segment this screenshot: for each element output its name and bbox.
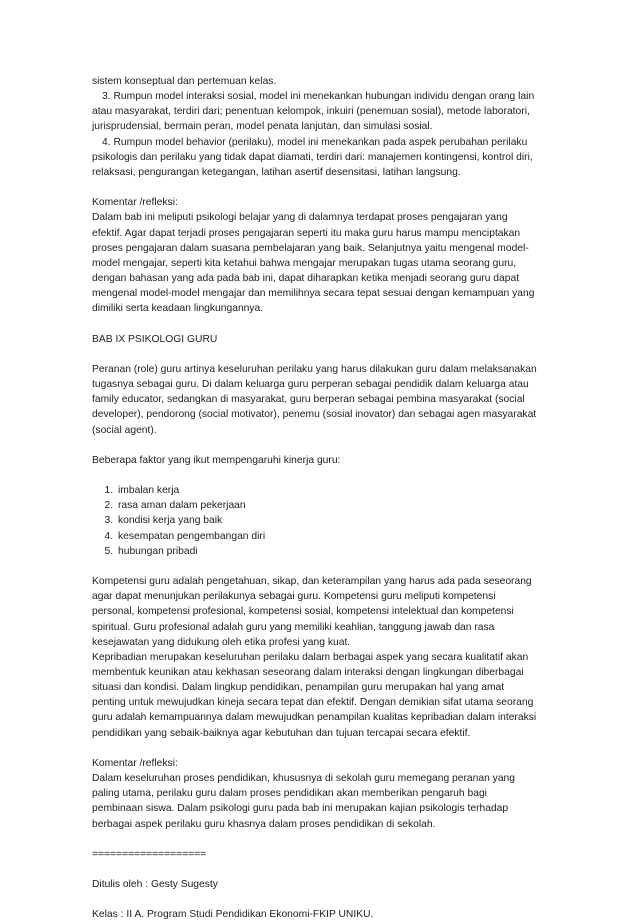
kompetensi-line: penting untuk mewujudkan kineja secara tepat dan efektif. Dengan demikian sifat utama seorang (92, 697, 534, 709)
kompetensi-line: personal, kompetensi profesional, kompetensi sosial, kompetensi intelektual dan kompetensi (92, 606, 514, 618)
paragraph-gap (92, 180, 548, 195)
komentar-line: Dalam bab ini meliputi psikologi belajar yang di dalamnya terdapat proses pengajaran yang (92, 212, 508, 224)
paragraph-gap (92, 438, 548, 453)
paragraph-gap (92, 862, 548, 877)
peranan-line: tugasnya sebagai guru. Di dalam keluarga guru perperan sebagai pendidik dalam keluarga atau (92, 379, 529, 391)
chapter-title: BAB IX PSIKOLOGI GURU (92, 333, 218, 345)
intro-line: psikologis dan perilaku yang tidak dapat diamati, terdiri dari: manajemen kontingensi, kontrol diri, (92, 151, 533, 163)
paragraph-gap (92, 316, 548, 331)
komentar-line: model mengajar, seperti kita ketahui bahwa mengajar merupakan tugas utama seorang guru, (92, 257, 517, 269)
paragraph-gap (92, 741, 548, 756)
list-item: 3. kondisi kerja yang baik (116, 513, 548, 528)
list-item: 2. rasa aman dalam pekerjaan (116, 498, 548, 513)
kelas-line: Kelas : II A. Program Studi Pendidikan Ekonomi-FKIP UNIKU. (92, 909, 374, 921)
kompetensi-line: kesejawatan yang didukung oleh etika profesi yang kuat. (92, 636, 351, 648)
author-line: Ditulis oleh : Gesty Sugesty (92, 879, 218, 891)
komentar-line: berbagai aspek perilaku guru khasnya dalam proses pendidikan di sekolah. (92, 818, 436, 830)
komentar-line: dengan bahasan yang ada pada bab ini, dapat diharapkan ketika menjadi seorang guru dapat (92, 273, 520, 285)
komentar-heading: Komentar /refleksi: (92, 757, 178, 769)
paragraph-gap (92, 832, 548, 847)
peranan-line: developer), pendorong (social motivator), penemu (sosial inovator) dan sebagai agen masyarakat (92, 409, 537, 421)
komentar-line: paling utama, perilaku guru dalam proses pendidikan akan memberikan pengaruh bagi (92, 788, 487, 800)
komentar-line: efektif. Agar dapat terjadi proses pengajaran seperti itu maka guru harus mampu menciptakan (92, 227, 521, 239)
intro-line: 3. Rumpun model interaksi sosial, model ini menekankan hubungan individu dengan orang lain (102, 91, 535, 103)
komentar-line: mengenal model-model mengajar dan memilihnya secara tepat sesuai dengan kemampuan yang (92, 288, 535, 300)
intro-line: sistem konseptual dan pertemuan kelas. (92, 76, 277, 87)
peranan-line: Peranan (role) guru artinya keseluruhan perilaku yang harus dilakukan guru dalam melaksanakan (92, 363, 537, 375)
komentar-heading: Komentar /refleksi: (92, 197, 178, 209)
kompetensi-line: membentuk keunikan atau kekhasan seseorang dalam interaksi dengan lingkungan diberbagai (92, 667, 524, 678)
paragraph-gap (92, 559, 548, 574)
komentar-line: pembinaan siswa. Dalam psikologi guru pada bab ini merupakan kajian psikologis terhadap (92, 803, 509, 815)
kompetensi-line: Kepribadian merupakan keseluruhan perilaku dalam berbagai aspek yang secara kualitatif akan (92, 651, 529, 663)
intro-line: 4. Rumpun model behavior (perilaku), model ini menekankan pada aspek perubahan perilaku (102, 136, 528, 148)
list-item: 4. kesempatan pengembangan diri (116, 529, 548, 544)
separator-line: =================== (92, 848, 207, 860)
kompetensi-line: guru adalah kemampuannya dalam mewujudkan penampilan kualitas kepribadian dalam interaksi (92, 712, 537, 724)
kompetensi-line: pendidikan yang sebaik-baiknya agar kebutuhan dan tujuan tercapai secara efektif. (92, 727, 471, 739)
paragraph-gap (92, 892, 548, 907)
peranan-line: (social agent). (92, 424, 157, 436)
intro-line: jurisprudensial, bermain peran, model penata lanjutan, dan simulasi sosial. (92, 121, 433, 133)
paragraph-gap (92, 468, 548, 483)
faktor-intro: Beberapa faktor yang ikut mempengaruhi kinerja guru: (92, 454, 341, 466)
faktor-list (92, 483, 548, 559)
peranan-line: family educator, sedangkan di masyarakat, guru berperan sebagai pembina masyarakat (social (92, 394, 525, 406)
document-page (92, 74, 548, 923)
kompetensi-line: Kompetensi guru adalah pengetahuan, sikap, dan keterampilan yang harus ada pada seseorang (92, 576, 532, 588)
paragraph-gap (92, 347, 548, 362)
list-item: 1. imbalan kerja (116, 483, 548, 498)
komentar-line: proses pengajaran dalam suasana pembelajaran yang baik. Selanjutnya yaitu mengenal model- (92, 242, 529, 254)
kompetensi-line: situasi dan kondisi. Dalam lingkup pendidikan, penampilan guru merupakan hal yang amat (92, 682, 505, 694)
list-item: 5. hubungan pribadi (116, 544, 548, 559)
kompetensi-line: agar dapat menunjukan perilakunya sebagai guru. Kompetensi guru meliputi kompetensi (92, 591, 496, 603)
komentar-line: dimiliki serta keadaan lingkungannya. (92, 303, 264, 315)
kompetensi-line: spiritual. Guru profesional adalah guru yang memiliki keahlian, tanggung jawab dan rasa (92, 621, 495, 633)
komentar-line: Dalam keseluruhan proses pendidikan, khususnya di sekolah guru memegang peranan yang (92, 773, 516, 785)
intro-line: atau masyarakat, terdiri dari; penentuan kelompok, inkuiri (penemuan sosial), metode laboratori, (92, 106, 530, 118)
intro-line: relaksasi, pengurangan ketegangan, latihan asertif desensitasi, latihan langsung. (92, 166, 461, 178)
